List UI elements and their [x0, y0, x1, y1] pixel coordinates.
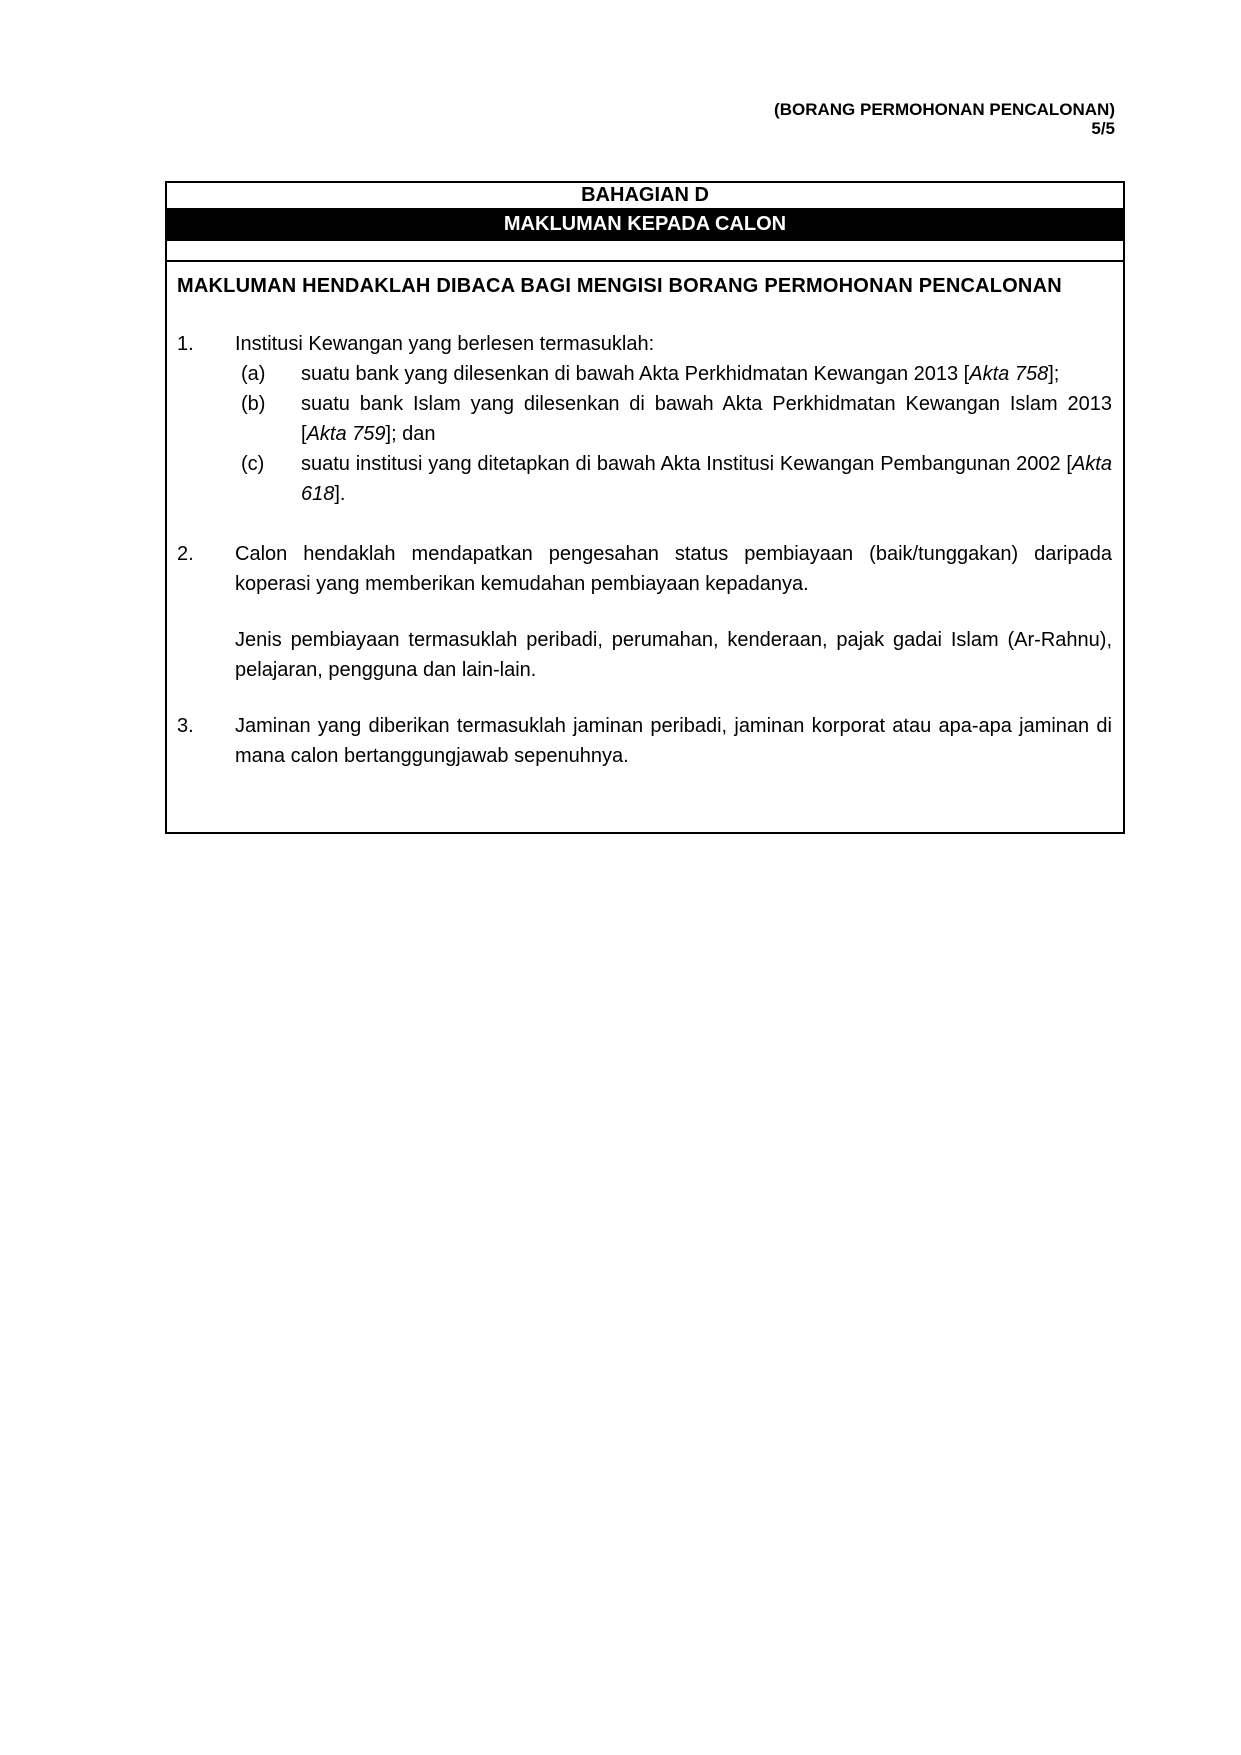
subitem-c — [235, 449, 1112, 509]
notice-content — [167, 262, 1123, 771]
list-item-2 — [177, 539, 1112, 685]
page-corner-header — [774, 100, 1115, 138]
spacer-row — [167, 241, 1123, 262]
part-subtitle-bar: MAKLUMAN KEPADA CALON — [167, 208, 1123, 241]
list-item-1 — [177, 329, 1112, 509]
item-lead-text: Institusi Kewangan yang berlesen termasuklah: — [235, 333, 655, 355]
subitem-text: suatu bank yang dilesenkan di bawah Akta Perkhidmatan Kewangan 2013 [Akta 758]; — [301, 363, 1060, 385]
item-body — [235, 711, 1112, 771]
item-paragraph: Jaminan yang diberikan termasuklah jaminan peribadi, jaminan korporat atau apa-apa jaminan di mana calon bertanggungjawab sepenuhnya. — [235, 715, 1112, 767]
subitem-text: suatu bank Islam yang dilesenkan di bawah Akta Perkhidmatan Kewangan Islam 2013 [Akta 759]; dan — [301, 393, 1112, 445]
subitem-letter: (a) — [241, 363, 266, 385]
item-number: 3. — [177, 715, 194, 737]
part-title: BAHAGIAN D — [581, 184, 709, 206]
act-reference: Akta 618 — [301, 453, 1112, 505]
subitem-a — [235, 359, 1112, 389]
page-number: 5/5 — [1091, 119, 1115, 138]
subitem-letter: (c) — [241, 453, 265, 475]
item-body — [235, 539, 1112, 685]
subitem-b — [235, 389, 1112, 449]
act-reference: Akta 758 — [969, 363, 1049, 385]
notice-box — [165, 181, 1125, 834]
item-number: 1. — [177, 333, 194, 355]
item-number: 2. — [177, 543, 194, 565]
item-paragraph: Calon hendaklah mendapatkan pengesahan status pembiayaan (baik/tunggakan) daripada koperasi yang memberikan kemudahan pembiayaan kepadanya. — [235, 543, 1112, 595]
act-reference: Akta 759 — [306, 423, 386, 445]
item-body — [235, 329, 1112, 509]
item-paragraph: Jenis pembiayaan termasuklah peribadi, perumahan, kenderaan, pajak gadai Islam (Ar-Rahnu), pelajaran, pengguna dan lain-lain. — [235, 629, 1112, 681]
subitem-letter: (b) — [241, 393, 266, 415]
subitem-text: suatu institusi yang ditetapkan di bawah Akta Institusi Kewangan Pembangunan 2002 [Akta 618]. — [301, 453, 1112, 505]
notice-heading: MAKLUMAN HENDAKLAH DIBACA BAGI MENGISI BORANG PERMOHONAN PENCALONAN — [177, 275, 1062, 297]
list-item-3 — [177, 711, 1112, 771]
form-reference: (BORANG PERMOHONAN PENCALONAN) — [774, 100, 1115, 119]
